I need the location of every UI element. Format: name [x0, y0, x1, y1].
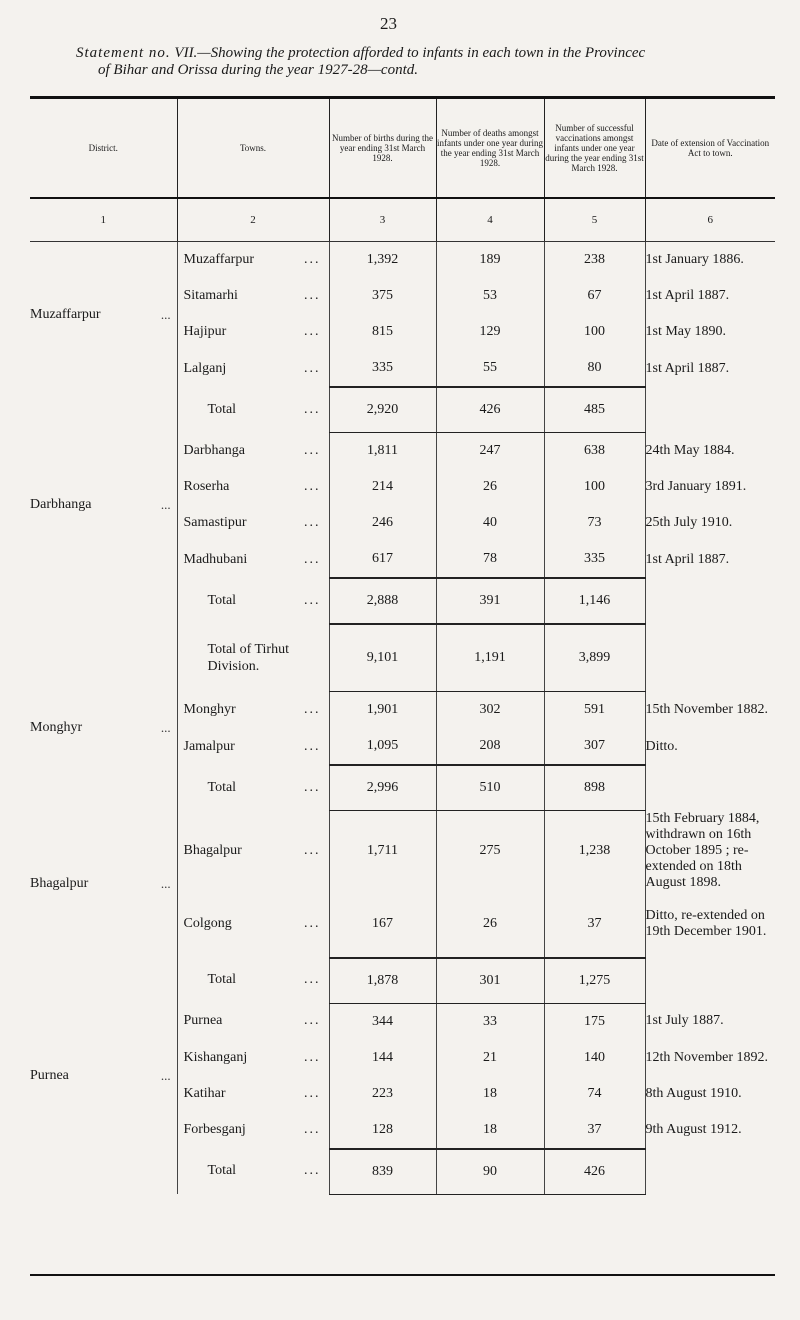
ellipsis: ...	[304, 360, 321, 376]
total-label: Total	[207, 972, 237, 988]
ellipsis: ...	[160, 497, 171, 513]
extension-date: 1st January 1886.	[645, 242, 775, 279]
vaccinations-value: 140	[544, 1040, 645, 1076]
extension-date: 1st April 1887.	[645, 278, 775, 314]
extension-date: 25th July 1910.	[645, 505, 775, 541]
header-vaccinations: Number of successful vaccinations amongst infants under one year during the year ending 31st March 1928.	[544, 98, 645, 199]
extension-date: 8th August 1910.	[645, 1076, 775, 1112]
births-value: 335	[329, 350, 436, 387]
town-name: Roserha	[183, 479, 230, 494]
town-cell	[177, 278, 329, 314]
empty-cell	[30, 1149, 155, 1195]
page-number: 23	[380, 14, 397, 33]
empty-cell	[645, 578, 775, 624]
town-name: Purnea	[183, 1013, 223, 1029]
total-row	[30, 578, 775, 624]
deaths-value: 26	[436, 891, 544, 958]
empty-cell	[30, 958, 155, 1004]
town-name: Monghyr	[183, 701, 236, 717]
statement-label: Statement no.	[76, 45, 171, 61]
total-vaccinations: 485	[544, 387, 645, 433]
town-cell	[177, 811, 329, 891]
extension-date: 15th February 1884, withdrawn on 16th October 1895 ; re-extended on 18th August 1898.	[645, 811, 775, 891]
town-cell	[177, 505, 329, 541]
ellipsis: ...	[304, 1085, 321, 1101]
deaths-value: 33	[436, 1003, 544, 1040]
town-cell	[177, 350, 329, 387]
births-value: 214	[329, 469, 436, 505]
total-label: Total	[207, 1163, 237, 1179]
vaccinations-value: 37	[544, 1112, 645, 1149]
table-row	[30, 433, 775, 470]
town-name: Sitamarhi	[183, 288, 238, 303]
vaccinations-value: 67	[544, 278, 645, 314]
header-towns: Towns.	[177, 98, 329, 199]
table-row	[30, 811, 775, 891]
town-name: Samastipur	[183, 515, 247, 530]
vaccinations-value: 74	[544, 1076, 645, 1112]
deaths-value: 189	[436, 242, 544, 279]
births-value: 375	[329, 278, 436, 314]
ellipsis: ...	[304, 288, 321, 303]
empty-cell	[30, 387, 155, 433]
vaccinations-value: 80	[544, 350, 645, 387]
ellipsis: ...	[160, 876, 171, 891]
total-label-cell	[177, 1149, 329, 1195]
extension-date: 1st April 1887.	[645, 350, 775, 387]
vaccinations-value: 175	[544, 1003, 645, 1040]
empty-cell	[645, 624, 775, 692]
total-row	[30, 958, 775, 1004]
ellipsis: ...	[304, 479, 321, 494]
extension-date: 15th November 1882.	[645, 692, 775, 729]
total-label: Total	[207, 593, 237, 608]
town-name: Madhubani	[183, 551, 248, 567]
brace-cell	[155, 811, 177, 958]
vaccinations-value: 37	[544, 891, 645, 958]
empty-cell	[155, 958, 177, 1004]
vaccinations-value: 591	[544, 692, 645, 729]
ellipsis: ...	[304, 593, 321, 608]
table-row	[30, 242, 775, 279]
total-label: Total	[207, 779, 237, 795]
district-name: Bhagalpur	[30, 876, 89, 891]
total-row	[30, 1149, 775, 1195]
deaths-value: 18	[436, 1112, 544, 1149]
vaccinations-value: 307	[544, 728, 645, 765]
ellipsis: ...	[160, 306, 171, 322]
column-number: 5	[544, 198, 645, 242]
total-row	[30, 387, 775, 433]
ellipsis: ...	[304, 972, 321, 988]
division-total-vaccinations: 3,899	[544, 624, 645, 692]
empty-cell	[645, 958, 775, 1004]
ellipsis: ...	[304, 916, 321, 931]
district-name: Muzaffarpur	[30, 306, 101, 322]
header-births: Number of births during the year ending 31st March 1928.	[329, 98, 436, 199]
header-row	[30, 98, 775, 199]
statement-text: VII.—Showing the protection afforded to infants in each town in the Provincec	[174, 45, 646, 61]
deaths-value: 302	[436, 692, 544, 729]
ellipsis: ...	[160, 720, 171, 736]
total-births: 1,878	[329, 958, 436, 1004]
empty-cell	[155, 765, 177, 811]
births-value: 815	[329, 314, 436, 350]
town-cell	[177, 1040, 329, 1076]
total-births: 2,996	[329, 765, 436, 811]
column-number: 2	[177, 198, 329, 242]
empty-cell	[155, 1149, 177, 1195]
ellipsis: ...	[304, 401, 321, 417]
vaccinations-value: 335	[544, 541, 645, 578]
deaths-value: 275	[436, 811, 544, 891]
births-value: 223	[329, 1076, 436, 1112]
deaths-value: 55	[436, 350, 544, 387]
division-total-row	[30, 624, 775, 692]
town-name: Katihar	[183, 1085, 226, 1101]
ellipsis: ...	[304, 324, 321, 339]
town-name: Bhagalpur	[183, 842, 242, 858]
deaths-value: 247	[436, 433, 544, 470]
town-cell	[177, 433, 329, 470]
deaths-value: 208	[436, 728, 544, 765]
header-extension: Date of extension of Vaccination Act to town.	[645, 98, 775, 199]
extension-date: 1st May 1890.	[645, 314, 775, 350]
total-births: 2,888	[329, 578, 436, 624]
total-row	[30, 765, 775, 811]
ellipsis: ...	[304, 252, 321, 267]
empty-cell	[155, 624, 177, 692]
town-name: Hajipur	[183, 324, 227, 339]
column-number-row	[30, 198, 775, 242]
total-vaccinations: 1,275	[544, 958, 645, 1004]
extension-date: 12th November 1892.	[645, 1040, 775, 1076]
total-label-cell	[177, 958, 329, 1004]
total-deaths: 510	[436, 765, 544, 811]
town-cell	[177, 1076, 329, 1112]
total-deaths: 391	[436, 578, 544, 624]
total-births: 2,920	[329, 387, 436, 433]
total-label-cell	[177, 387, 329, 433]
empty-cell	[30, 624, 155, 692]
ellipsis: ...	[304, 1013, 321, 1029]
brace-cell	[155, 242, 177, 388]
deaths-value: 53	[436, 278, 544, 314]
births-value: 128	[329, 1112, 436, 1149]
brace-cell	[155, 433, 177, 579]
district-name: Monghyr	[30, 720, 83, 736]
town-name: Muzaffarpur	[183, 252, 254, 267]
town-cell	[177, 728, 329, 765]
vaccinations-value: 100	[544, 314, 645, 350]
deaths-value: 78	[436, 541, 544, 578]
header-district: District.	[88, 143, 118, 153]
division-total-label-cell	[177, 624, 329, 692]
ellipsis: ...	[304, 442, 321, 458]
total-label-cell	[177, 578, 329, 624]
vaccinations-value: 1,238	[544, 811, 645, 891]
births-value: 617	[329, 541, 436, 578]
births-value: 344	[329, 1003, 436, 1040]
births-value: 144	[329, 1040, 436, 1076]
vaccinations-value: 238	[544, 242, 645, 279]
town-name: Kishanganj	[183, 1049, 248, 1065]
town-name: Forbesganj	[183, 1122, 246, 1137]
statement-subtitle: of Bihar and Orissa during the year 1927-28—contd.	[98, 62, 418, 78]
ellipsis: ...	[304, 515, 321, 530]
births-value: 1,901	[329, 692, 436, 729]
vaccinations-value: 73	[544, 505, 645, 541]
division-total-deaths: 1,191	[436, 624, 544, 692]
births-value: 167	[329, 891, 436, 958]
ellipsis: ...	[304, 701, 321, 717]
total-deaths: 301	[436, 958, 544, 1004]
empty-cell	[645, 1149, 775, 1195]
district-name: Darbhanga	[30, 497, 92, 513]
deaths-value: 26	[436, 469, 544, 505]
ellipsis: ...	[304, 1122, 321, 1137]
births-value: 1,711	[329, 811, 436, 891]
brace-cell	[155, 1003, 177, 1149]
town-cell	[177, 541, 329, 578]
column-number: 1	[30, 198, 177, 242]
total-label-cell	[177, 765, 329, 811]
statement-title	[76, 44, 796, 62]
extension-date: 24th May 1884.	[645, 433, 775, 470]
column-number: 3	[329, 198, 436, 242]
town-name: Colgong	[183, 916, 232, 931]
ellipsis: ...	[304, 738, 321, 754]
ellipsis: ...	[304, 779, 321, 795]
town-name: Lalganj	[183, 360, 227, 376]
table-row	[30, 1003, 775, 1040]
extension-date: Ditto, re-extended on 19th December 1901.	[645, 891, 775, 958]
empty-cell	[30, 765, 155, 811]
table-body	[30, 242, 775, 1195]
deaths-value: 21	[436, 1040, 544, 1076]
district-name: Purnea	[30, 1067, 69, 1083]
total-vaccinations: 898	[544, 765, 645, 811]
town-cell	[177, 891, 329, 958]
empty-cell	[155, 387, 177, 433]
table-row	[30, 692, 775, 729]
column-number: 6	[645, 198, 775, 242]
division-total-births: 9,101	[329, 624, 436, 692]
ellipsis: ...	[304, 1163, 321, 1179]
total-deaths: 426	[436, 387, 544, 433]
deaths-value: 40	[436, 505, 544, 541]
ellipsis: ...	[304, 842, 321, 858]
town-name: Jamalpur	[183, 738, 235, 754]
town-cell	[177, 1003, 329, 1040]
empty-cell	[30, 578, 155, 624]
division-total-label: Total of Tirhut Division.	[207, 641, 289, 674]
deaths-value: 129	[436, 314, 544, 350]
vaccinations-value: 638	[544, 433, 645, 470]
town-cell	[177, 469, 329, 505]
empty-cell	[645, 765, 775, 811]
births-value: 1,811	[329, 433, 436, 470]
ellipsis: ...	[304, 1049, 321, 1065]
header-deaths: Number of deaths amongst infants under one year during the year ending 31st March 1928.	[436, 98, 544, 199]
empty-cell	[155, 578, 177, 624]
vaccinations-value: 100	[544, 469, 645, 505]
total-vaccinations: 426	[544, 1149, 645, 1195]
ellipsis: ...	[304, 551, 321, 567]
ellipsis: ...	[160, 1067, 171, 1083]
extension-date: 9th August 1912.	[645, 1112, 775, 1149]
town-cell	[177, 242, 329, 279]
brace-cell	[155, 692, 177, 766]
protection-table	[30, 96, 775, 1195]
empty-cell	[645, 387, 775, 433]
town-cell	[177, 1112, 329, 1149]
deaths-value: 18	[436, 1076, 544, 1112]
total-label: Total	[207, 401, 237, 417]
town-cell	[177, 314, 329, 350]
town-name: Darbhanga	[183, 442, 245, 458]
births-value: 1,392	[329, 242, 436, 279]
column-number: 4	[436, 198, 544, 242]
extension-date: Ditto.	[645, 728, 775, 765]
total-births: 839	[329, 1149, 436, 1195]
bottom-rule	[30, 1274, 775, 1276]
extension-date: 1st April 1887.	[645, 541, 775, 578]
total-deaths: 90	[436, 1149, 544, 1195]
births-value: 1,095	[329, 728, 436, 765]
births-value: 246	[329, 505, 436, 541]
town-cell	[177, 692, 329, 729]
total-vaccinations: 1,146	[544, 578, 645, 624]
extension-date: 3rd January 1891.	[645, 469, 775, 505]
extension-date: 1st July 1887.	[645, 1003, 775, 1040]
